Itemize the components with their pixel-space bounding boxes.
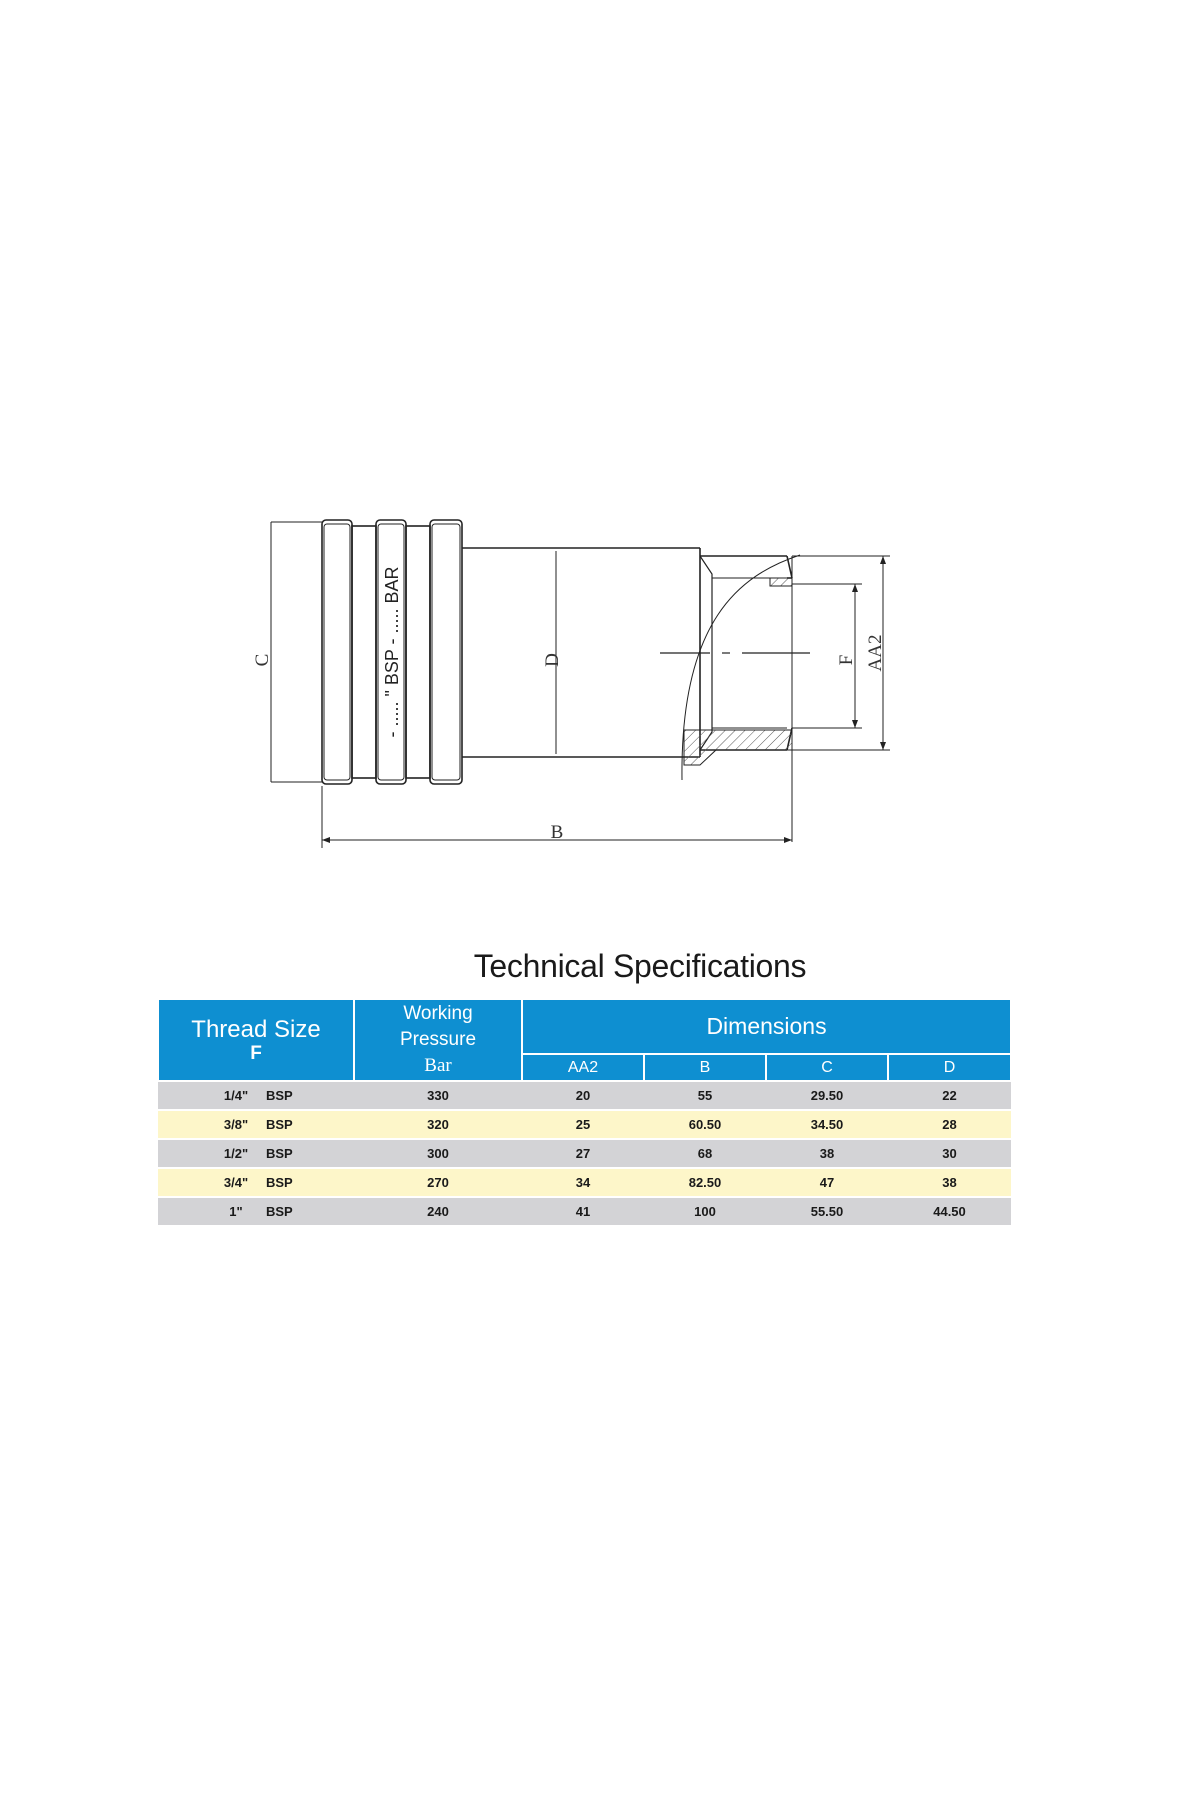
thread-standard-value: BSP <box>266 1175 293 1190</box>
thread-size-value: 1/4" <box>223 1088 249 1103</box>
thread-size-header <box>158 999 354 1081</box>
pressure-cell: 270 <box>354 1168 522 1197</box>
c-cell: 47 <box>766 1168 888 1197</box>
table-row <box>158 1081 1011 1110</box>
thread-size-cell <box>158 1081 354 1110</box>
table-row <box>158 1139 1011 1168</box>
thread-size-value: 1/2" <box>223 1146 249 1161</box>
dimensions-header: Dimensions <box>522 999 1011 1054</box>
c-cell: 29.50 <box>766 1081 888 1110</box>
pressure-cell: 330 <box>354 1081 522 1110</box>
pressure-label-line2: Pressure <box>399 1029 477 1050</box>
table-row <box>158 1197 1011 1226</box>
thread-size-value: 3/4" <box>223 1175 249 1190</box>
b-cell: 60.50 <box>644 1110 766 1139</box>
col-header-b: B <box>644 1054 766 1081</box>
thread-size-cell <box>158 1110 354 1139</box>
thread-size-value: 3/8" <box>223 1117 249 1132</box>
aa2-cell: 20 <box>522 1081 644 1110</box>
c-cell: 34.50 <box>766 1110 888 1139</box>
d-cell: 44.50 <box>888 1197 1011 1226</box>
aa2-cell: 27 <box>522 1139 644 1168</box>
pressure-unit-label: Bar <box>424 1055 452 1076</box>
pressure-cell: 320 <box>354 1110 522 1139</box>
pressure-label-line1: Working <box>403 1003 473 1024</box>
d-cell: 28 <box>888 1110 1011 1139</box>
dim-label-b: B <box>550 822 564 843</box>
aa2-cell: 25 <box>522 1110 644 1139</box>
thread-size-cell <box>158 1197 354 1226</box>
thread-standard-value: BSP <box>266 1117 293 1132</box>
thread-standard-value: BSP <box>266 1146 293 1161</box>
thread-size-value: 1" <box>229 1204 243 1219</box>
dim-label-f: F <box>836 654 857 666</box>
sleeve-marking-text: - ..... " BSP - ..... BAR <box>382 566 402 738</box>
col-header-aa2: AA2 <box>522 1054 644 1081</box>
thread-standard-value: BSP <box>266 1088 293 1103</box>
thread-size-sub-label: F <box>250 1043 262 1064</box>
d-cell: 38 <box>888 1168 1011 1197</box>
table-row <box>158 1168 1011 1197</box>
thread-size-cell <box>158 1139 354 1168</box>
col-header-c: C <box>766 1054 888 1081</box>
working-pressure-header <box>354 999 522 1081</box>
dim-label-c: C <box>252 653 273 667</box>
dim-label-d: D <box>542 653 563 667</box>
b-cell: 82.50 <box>644 1168 766 1197</box>
b-cell: 100 <box>644 1197 766 1226</box>
d-cell: 30 <box>888 1139 1011 1168</box>
pressure-cell: 300 <box>354 1139 522 1168</box>
aa2-cell: 41 <box>522 1197 644 1226</box>
dim-label-aa2: AA2 <box>865 634 886 672</box>
technical-specifications-table <box>157 998 1012 1227</box>
page-title: Technical Specifications <box>473 948 807 984</box>
col-header-d: D <box>888 1054 1011 1081</box>
c-cell: 55.50 <box>766 1197 888 1226</box>
thread-standard-value: BSP <box>266 1204 293 1219</box>
thread-size-label: Thread Size <box>191 1016 321 1043</box>
thread-size-cell <box>158 1168 354 1197</box>
b-cell: 55 <box>644 1081 766 1110</box>
pressure-cell: 240 <box>354 1197 522 1226</box>
c-cell: 38 <box>766 1139 888 1168</box>
d-cell: 22 <box>888 1081 1011 1110</box>
table-row <box>158 1110 1011 1139</box>
b-cell: 68 <box>644 1139 766 1168</box>
aa2-cell: 34 <box>522 1168 644 1197</box>
